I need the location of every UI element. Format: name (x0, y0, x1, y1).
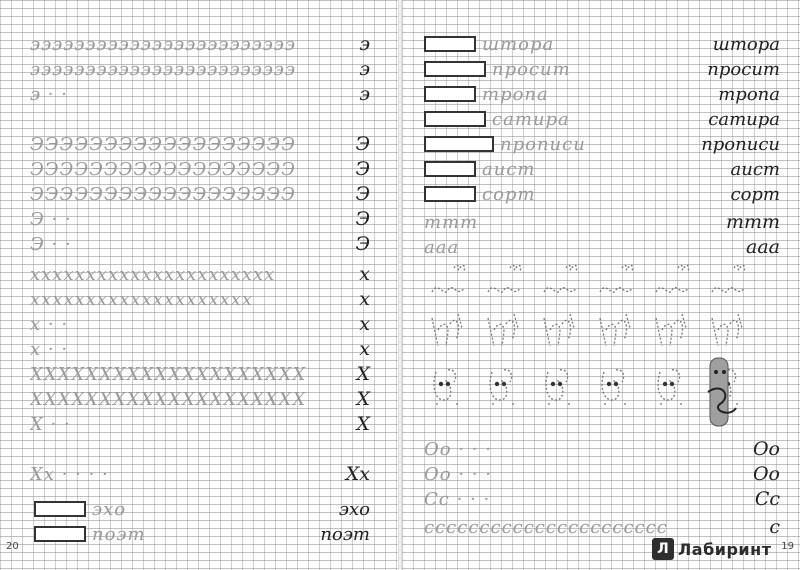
word-practice-row (424, 157, 780, 181)
tracing-area (424, 516, 763, 538)
model-text: Оо (752, 438, 780, 460)
trace-text: ттт (424, 211, 479, 233)
model-text: с (769, 516, 780, 538)
right-page (402, 0, 800, 570)
trace-text: х · · (30, 338, 69, 360)
letter-practice-row (30, 387, 370, 411)
letter-practice-row (424, 515, 780, 539)
model-text: Э (355, 233, 370, 255)
short-practice-row (424, 235, 780, 259)
stroke-shape-icon (484, 362, 524, 406)
stroke-shape-icon (540, 262, 580, 306)
model-text: эхо (338, 498, 370, 520)
tracing-area (30, 288, 353, 310)
letter-practice-row (30, 132, 370, 156)
trace-text: штора (482, 33, 555, 55)
watermark-text: Лабиринт (678, 540, 772, 559)
stroke-practice-row-1 (428, 262, 748, 306)
stroke-shape-icon (540, 362, 580, 406)
model-text: Оо (752, 463, 780, 485)
tracing-area (30, 83, 353, 105)
tracing-area (424, 236, 740, 258)
stroke-practice-cell (540, 310, 580, 354)
model-text: э (359, 83, 370, 105)
letter-practice-row (30, 232, 370, 256)
answer-box[interactable] (424, 86, 476, 102)
letter-practice-row (30, 362, 370, 386)
tracing-area (482, 33, 707, 55)
tracing-area (424, 488, 749, 510)
trace-text: Э · · (30, 208, 72, 230)
word-practice-row (424, 32, 780, 56)
stroke-shape-icon (596, 262, 636, 306)
trace-text: ХХХХХХХХХХХХХХХХХХХХ (30, 388, 307, 410)
stroke-practice-cell (540, 362, 580, 406)
model-text: просит (707, 58, 780, 80)
stroke-practice-cell (540, 262, 580, 306)
trace-text: ЭЭЭЭЭЭЭЭЭЭЭЭЭЭЭЭЭЭ (30, 158, 296, 180)
tracing-area (92, 498, 333, 520)
model-text: Э (355, 133, 370, 155)
tracing-area (424, 211, 720, 233)
answer-box[interactable] (424, 186, 476, 202)
tracing-area (30, 363, 350, 385)
model-text: х (359, 338, 370, 360)
tracing-area (30, 208, 349, 230)
stroke-shape-icon (428, 262, 468, 306)
trace-text: ааа (424, 236, 460, 258)
trace-text: Э · · (30, 233, 72, 255)
tracing-area (30, 413, 350, 435)
stroke-shape-icon (596, 362, 636, 406)
letter-practice-row (30, 157, 370, 181)
stroke-shape-icon (428, 310, 468, 354)
model-text: тропа (718, 83, 780, 105)
trace-text: тропа (482, 83, 549, 105)
trace-text: Оо · · · (424, 463, 492, 485)
answer-box[interactable] (34, 501, 86, 517)
model-text: Сс (754, 488, 780, 510)
tracing-area (30, 313, 353, 335)
stroke-practice-cell (652, 262, 692, 306)
answer-box[interactable] (424, 61, 486, 77)
answer-box[interactable] (424, 111, 486, 127)
stroke-practice-cell (596, 262, 636, 306)
stroke-practice-cell (428, 362, 468, 406)
model-text: э (359, 58, 370, 80)
tracing-area (30, 388, 350, 410)
stroke-shape-icon (652, 362, 692, 406)
stroke-practice-cell (708, 262, 748, 306)
model-text: прописи (701, 133, 780, 155)
stroke-shape-icon (708, 262, 748, 306)
model-text: Э (355, 208, 370, 230)
trace-text: ээээээээээээээээээээээээ (30, 58, 296, 80)
tracing-area (30, 233, 349, 255)
tracing-area (424, 463, 747, 485)
stroke-practice-cell (596, 362, 636, 406)
tracing-area (30, 158, 349, 180)
stroke-shape-icon (428, 362, 468, 406)
trace-text: ЭЭЭЭЭЭЭЭЭЭЭЭЭЭЭЭЭЭ (30, 183, 296, 205)
trace-text: сатира (492, 108, 570, 130)
tracing-area (492, 108, 702, 130)
model-text: Хх (345, 463, 370, 485)
letter-practice-row (30, 462, 370, 486)
word-practice-row (34, 522, 370, 546)
model-text: ттт (725, 211, 780, 233)
answer-box[interactable] (424, 36, 476, 52)
tracing-area (482, 158, 725, 180)
tracing-area (30, 183, 349, 205)
tracing-area (30, 133, 349, 155)
trace-text: Оо · · · (424, 438, 492, 460)
model-text: х (359, 313, 370, 335)
stroke-practice-cell (484, 262, 524, 306)
model-text: сатира (708, 108, 780, 130)
stroke-shape-icon (652, 262, 692, 306)
stroke-practice-cell (708, 310, 748, 354)
letter-practice-row (30, 312, 370, 336)
model-text: аист (730, 158, 780, 180)
model-text: Х (356, 413, 370, 435)
model-text: сорт (730, 183, 780, 205)
letter-practice-row (424, 437, 780, 461)
model-text: Э (355, 183, 370, 205)
letter-practice-row (30, 287, 370, 311)
model-text: Х (356, 388, 370, 410)
stroke-practice-cell (652, 362, 692, 406)
trace-text: аист (482, 158, 536, 180)
stroke-practice-cell (596, 310, 636, 354)
answer-box[interactable] (424, 136, 494, 152)
trace-text: сссссссссссссссссссссс (424, 516, 668, 538)
word-practice-row (424, 107, 780, 131)
trace-text: Хх · · · · (30, 463, 109, 485)
stroke-shape-icon (596, 310, 636, 354)
trace-text: ХХХХХХХХХХХХХХХХХХХХ (30, 363, 307, 385)
trace-text: х · · (30, 313, 69, 335)
model-text: х (359, 288, 370, 310)
word-practice-row (34, 497, 370, 521)
letter-practice-row (30, 32, 370, 56)
tracing-area (30, 33, 353, 55)
stroke-practice-cell (484, 310, 524, 354)
letter-practice-row (30, 57, 370, 81)
letter-practice-row (30, 412, 370, 436)
trace-text: ээээээээээээээээээээээээ (30, 33, 296, 55)
model-text: э (359, 33, 370, 55)
left-page (0, 0, 398, 570)
trace-text: ЭЭЭЭЭЭЭЭЭЭЭЭЭЭЭЭЭЭ (30, 133, 296, 155)
trace-text: хххххххххххххххххххх (30, 288, 254, 310)
tracing-area (424, 438, 747, 460)
trace-text: э · · (30, 83, 68, 105)
tracing-area (30, 463, 340, 485)
trace-text: поэт (92, 523, 146, 545)
stroke-shape-icon (708, 310, 748, 354)
letter-practice-row (30, 82, 370, 106)
stroke-practice-cell (428, 310, 468, 354)
stroke-shape-icon (652, 310, 692, 354)
trace-text: Х · · (30, 413, 71, 435)
labirint-logo-icon: Л (652, 538, 674, 560)
stroke-shape-icon (540, 310, 580, 354)
page-number-right: 19 (781, 541, 794, 552)
letter-practice-row (30, 182, 370, 206)
answer-box[interactable] (34, 526, 86, 542)
trace-text: просит (492, 58, 571, 80)
page-number-left: 20 (6, 541, 19, 552)
letter-practice-row (424, 462, 780, 486)
tracing-area (500, 133, 695, 155)
word-practice-row (424, 82, 780, 106)
letter-practice-row (30, 262, 370, 286)
trace-text: хххххххххххххххххххххх (30, 263, 276, 285)
word-practice-row (424, 132, 780, 156)
tracing-area (30, 263, 353, 285)
model-text: штора (712, 33, 780, 55)
tracing-area (30, 338, 353, 360)
letter-practice-row (30, 207, 370, 231)
stroke-shape-icon (484, 262, 524, 306)
highlighted-letter-illustration (702, 352, 742, 430)
stroke-practice-row-2 (428, 310, 748, 354)
word-practice-row (424, 57, 780, 81)
stroke-practice-cell (428, 262, 468, 306)
tracing-area (482, 183, 724, 205)
trace-text: прописи (500, 133, 586, 155)
trace-text: эхо (92, 498, 127, 520)
trace-text: Сс · · · (424, 488, 491, 510)
model-text: поэт (320, 523, 370, 545)
tracing-area (492, 58, 701, 80)
stroke-shape-icon (484, 310, 524, 354)
stroke-practice-cell (484, 362, 524, 406)
answer-box[interactable] (424, 161, 476, 177)
letter-practice-row (424, 487, 780, 511)
model-text: Э (355, 158, 370, 180)
word-practice-row (424, 182, 780, 206)
letter-practice-row (30, 337, 370, 361)
tracing-area (30, 58, 353, 80)
model-text: Х (356, 363, 370, 385)
stroke-practice-row-3 (428, 362, 748, 406)
tracing-area (92, 523, 314, 545)
model-text: х (359, 263, 370, 285)
model-text: ааа (746, 236, 780, 258)
tracing-area (482, 83, 712, 105)
short-practice-row (424, 210, 780, 234)
trace-text: сорт (482, 183, 536, 205)
stroke-practice-cell (652, 310, 692, 354)
